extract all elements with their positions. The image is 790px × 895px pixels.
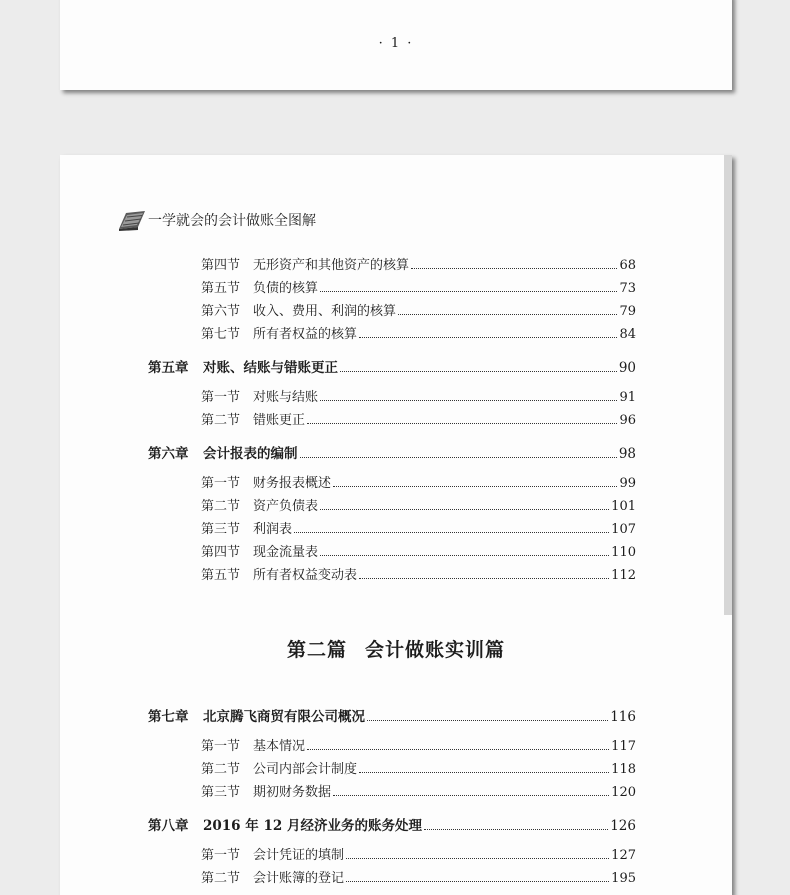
toc-entry-number: 第二节: [201, 413, 241, 428]
toc-section-row[interactable]: [201, 280, 636, 298]
toc-entry-number: 第六节: [201, 304, 241, 319]
running-header: [118, 208, 316, 232]
toc-page-number: 68: [619, 258, 636, 273]
toc-leader-dots: [307, 423, 617, 424]
toc-entry-number: 第七章: [148, 709, 189, 725]
toc-page-number: 126: [610, 818, 636, 834]
toc-leader-dots: [411, 268, 617, 269]
toc-entry-title: 现金流量表: [253, 545, 319, 560]
toc-entry-title: 会计凭证的填制: [253, 848, 345, 863]
toc-section-row[interactable]: [201, 498, 636, 516]
book-title: 一学就会的会计做账全图解: [148, 213, 316, 229]
toc-entry-number: 第一节: [201, 848, 241, 863]
toc-chapter-row[interactable]: [148, 359, 636, 377]
toc-section-row[interactable]: [201, 761, 636, 779]
toc-page-number: 116: [610, 709, 636, 725]
toc-entry-title: 2016 年 12 月经济业务的账务处理: [203, 818, 422, 834]
toc-page-number: 120: [611, 785, 636, 800]
part-name: 会计做账实训篇: [365, 639, 506, 661]
toc-leader-dots: [320, 509, 609, 510]
toc-entry-number: 第五节: [201, 281, 241, 296]
toc-entry-number: 第二节: [201, 499, 241, 514]
toc-entry-number: 第三节: [201, 522, 241, 537]
toc-entry-title: 北京腾飞商贸有限公司概况: [203, 709, 365, 725]
toc-leader-dots: [346, 858, 609, 859]
toc-leader-dots: [398, 314, 617, 315]
toc-entry-number: 第五章: [148, 360, 189, 376]
toc-entry-number: 第一节: [201, 390, 241, 405]
toc-entry-title: 无形资产和其他资产的核算: [253, 258, 410, 273]
toc-entry-number: 第六章: [148, 446, 189, 462]
toc-entry-number: 第八章: [148, 818, 189, 834]
toc-section-row[interactable]: [201, 475, 636, 493]
toc-page-number: 79: [619, 304, 636, 319]
toc-entry-title: 收入、费用、利润的核算: [253, 304, 397, 319]
toc-section-row[interactable]: [201, 303, 636, 321]
toc-entry-number: 第二节: [201, 762, 241, 777]
toc-section-row[interactable]: [201, 567, 636, 585]
toc-entry-title: 基本情况: [253, 739, 306, 754]
toc-leader-dots: [300, 457, 617, 458]
toc-chapter-row[interactable]: [148, 817, 636, 835]
toc-leader-dots: [320, 291, 617, 292]
toc-entry-title: 公司内部会计制度: [253, 762, 358, 777]
toc-leader-dots: [359, 772, 609, 773]
toc-leader-dots: [320, 555, 609, 556]
toc-page-number: 110: [611, 545, 636, 560]
toc-section-row[interactable]: [201, 544, 636, 562]
toc-leader-dots: [346, 881, 609, 882]
toc-leader-dots: [333, 486, 617, 487]
toc-page-number: 99: [619, 476, 636, 491]
toc-entry-number: 第二节: [201, 871, 241, 886]
toc-entry-number: 第四节: [201, 258, 241, 273]
part-title: [60, 635, 732, 662]
toc-page-number: 117: [611, 739, 636, 754]
toc-entry-title: 所有者权益变动表: [253, 568, 358, 583]
toc-entry-number: 第一节: [201, 739, 241, 754]
book-stack-icon: [118, 209, 146, 231]
toc-page-number: 91: [619, 390, 636, 405]
toc-leader-dots: [294, 532, 609, 533]
toc-page: [60, 155, 732, 895]
toc-entry-title: 错账更正: [253, 413, 306, 428]
toc-entry-number: 第七节: [201, 327, 241, 342]
toc-entry-number: 第四节: [201, 545, 241, 560]
toc-section-row[interactable]: [201, 412, 636, 430]
scrollbar[interactable]: [724, 155, 732, 615]
toc-entry-title: 负债的核算: [253, 281, 319, 296]
toc-leader-dots: [359, 578, 609, 579]
toc-entry-title: 利润表: [253, 522, 293, 537]
toc-leader-dots: [424, 829, 608, 830]
toc-leader-dots: [307, 749, 609, 750]
toc-page-number: 98: [618, 446, 636, 462]
toc-section-row[interactable]: [201, 870, 636, 888]
toc-section-row[interactable]: [201, 738, 636, 756]
toc-section-row[interactable]: [201, 847, 636, 865]
toc-entry-number: 第五节: [201, 568, 241, 583]
page-number: · 1 ·: [378, 36, 414, 51]
toc-leader-dots: [320, 400, 617, 401]
toc-section-row[interactable]: [201, 389, 636, 407]
toc-page-number: 73: [619, 281, 636, 296]
toc-section-row[interactable]: [201, 257, 636, 275]
toc-page-number: 118: [611, 762, 636, 777]
toc-page-number: 112: [611, 568, 636, 583]
toc-page-number: 84: [619, 327, 636, 342]
toc-entry-number: 第一节: [201, 476, 241, 491]
toc-entry-title: 会计报表的编制: [203, 446, 298, 462]
previous-page: [60, 0, 732, 90]
toc-entry-title: 对账与结账: [253, 390, 319, 405]
toc-page-number: 101: [611, 499, 636, 514]
toc-section-row[interactable]: [201, 521, 636, 539]
toc-leader-dots: [340, 371, 617, 372]
toc-entry-title: 所有者权益的核算: [253, 327, 358, 342]
toc-leader-dots: [367, 720, 608, 721]
toc-entry-title: 会计账簿的登记: [253, 871, 345, 886]
toc-page-number: 107: [611, 522, 636, 537]
toc-entry-title: 对账、结账与错账更正: [203, 360, 338, 376]
toc-page-number: 195: [611, 871, 636, 886]
toc-chapter-row[interactable]: [148, 708, 636, 726]
toc-section-row[interactable]: [201, 326, 636, 344]
toc-leader-dots: [359, 337, 617, 338]
toc-section-row[interactable]: [201, 784, 636, 802]
toc-entry-title: 资产负债表: [253, 499, 319, 514]
part-number: 第二篇: [286, 639, 347, 661]
toc-page-number: 96: [619, 413, 636, 428]
toc-entry-title: 财务报表概述: [253, 476, 332, 491]
toc-page-number: 127: [611, 848, 636, 863]
toc-leader-dots: [333, 795, 609, 796]
toc-entry-title: 期初财务数据: [253, 785, 332, 800]
toc-chapter-row[interactable]: [148, 445, 636, 463]
toc-page-number: 90: [618, 360, 636, 376]
toc-entry-number: 第三节: [201, 785, 241, 800]
